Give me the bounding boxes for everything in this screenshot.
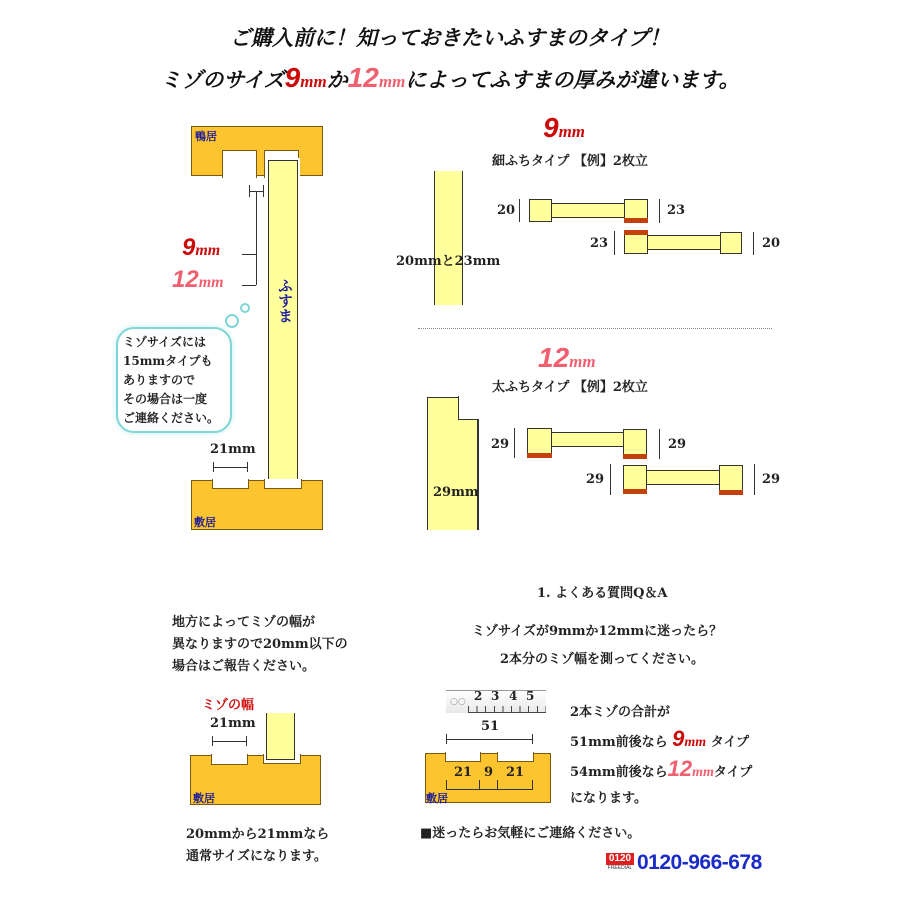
phone-number[interactable]: 0120-966-678 xyxy=(637,851,762,874)
door-4-rail xyxy=(646,470,720,485)
groove-title: ミゾの幅 xyxy=(202,698,255,713)
freedial-logo: 0120 FREEDIAL xyxy=(607,853,633,871)
door-2-rail xyxy=(647,235,721,250)
bottom-groove-1 xyxy=(212,479,249,489)
type-9mm-frame-label: 20mmと23mm xyxy=(396,254,501,269)
total-width-label: 51 xyxy=(481,719,500,734)
bubble-dot-large xyxy=(225,314,239,328)
type-12mm-frame-label: 29mm xyxy=(433,485,479,500)
faq-question: ミゾサイズが9mmか12mmに迷ったら？ xyxy=(472,624,723,639)
note-bubble: ミゾサイズには 15mmタイプも ありますので その場合は一度 ご連絡ください。 xyxy=(116,327,232,433)
size-12-label: 12 xyxy=(347,62,379,93)
size-9-label: 9 xyxy=(284,62,301,93)
depth-line xyxy=(256,191,257,285)
regional-note-footer: 20mmから21mmなら 通常サイズになります。 xyxy=(186,827,330,864)
type-12mm-subtitle: 太ふちタイプ 【例】2枚立 xyxy=(492,380,648,395)
regional-note-text: 地方によってミゾの幅が 異なりますので20mm以下の 場合はご報告ください。 xyxy=(172,615,348,674)
sill-panel xyxy=(266,713,295,760)
top-rail-label: 鴨居 xyxy=(195,130,217,143)
door-1-frame-left xyxy=(529,199,552,222)
groove-width-label-2: 21mm xyxy=(210,716,256,731)
section-divider xyxy=(418,328,772,329)
bottom-rail-label: 敷居 xyxy=(194,516,216,529)
page-title: ご購入前に！知っておきたいふすまのタイプ！ xyxy=(230,25,670,50)
top-groove-1 xyxy=(222,150,257,178)
groove-width-label: 21mm xyxy=(210,442,256,457)
fusuma-label: ふすま xyxy=(276,278,294,323)
tape-measure: ○○ 2 3 4 5 xyxy=(446,690,546,713)
bottom-groove-2 xyxy=(264,479,302,489)
door-2-frame-right xyxy=(720,232,742,254)
page-subtitle: ミゾのサイズ9mmか12mmによってふすまの厚みが違います。 xyxy=(160,62,740,93)
depth-9mm-label: 9mm xyxy=(182,234,221,261)
type-12mm-heading: 12mm xyxy=(538,342,596,373)
door-3-rail xyxy=(551,432,625,447)
type-9mm-subtitle: 細ふちタイプ 【例】2枚立 xyxy=(492,154,648,169)
type-9mm-heading: 9mm xyxy=(543,112,586,143)
faq-instruction: 2本分のミゾ幅を測ってください。 xyxy=(500,652,705,667)
bubble-dot-small xyxy=(240,303,250,313)
contact-note: ■迷ったらお気軽にご連絡ください。 xyxy=(420,826,641,841)
door-1-rail xyxy=(551,203,625,218)
faq-heading: 1. よくある質問Q＆A xyxy=(537,586,668,601)
fusuma-panel xyxy=(268,160,298,486)
faq-answer: 2本ミゾの合計が 51mm前後なら 9mm タイプ 54mm前後なら12mmタイプ になります。 xyxy=(570,705,753,806)
type-9mm-frame xyxy=(434,171,463,305)
depth-12mm-label: 12mm xyxy=(172,266,224,293)
